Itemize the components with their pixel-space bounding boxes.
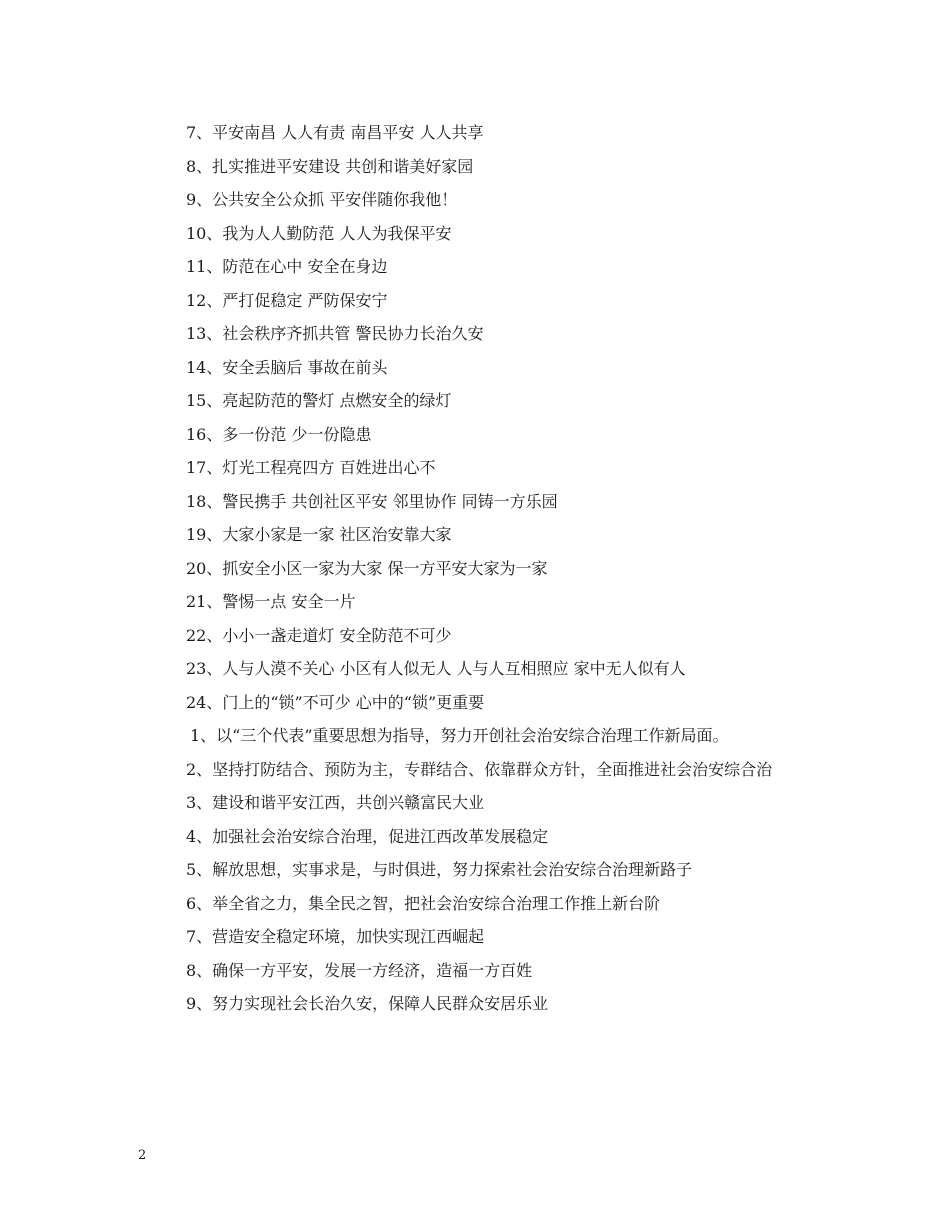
page-number: 2 xyxy=(138,1148,147,1163)
list-item: 12、严打促稳定 严防保安宁 xyxy=(186,290,388,310)
list-item: 7、平安南昌 人人有责 南昌平安 人人共享 xyxy=(186,123,484,142)
list-item: 9、努力实现社会长治久安，保障人民群众安居乐业 xyxy=(186,994,549,1013)
list-item: 10、我为人人勤防范 人人为我保平安 xyxy=(186,223,452,243)
slogan-list-a xyxy=(138,116,818,719)
list-item: 6、举全省之力，集全民之智，把社会治安综合治理工作推上新台阶 xyxy=(186,893,661,913)
list-item: 7、营造安全稳定环境，加快实现江西崛起 xyxy=(186,927,485,946)
list-item: 3、建设和谐平安江西，共创兴赣富民大业 xyxy=(186,793,485,812)
list-item: 4、加强社会治安综合治理，促进江西改革发展稳定 xyxy=(186,826,549,846)
list-item: 5、解放思想，实事求是，与时俱进，努力探索社会治安综合治理新路子 xyxy=(186,860,693,879)
list-item: 17、灯光工程亮四方 百姓进出心不 xyxy=(186,458,436,477)
list-item: 22、小小一盏走道灯 安全防范不可少 xyxy=(186,625,452,645)
document-body xyxy=(138,116,818,1021)
list-item: 13、社会秩序齐抓共管 警民协力长治久安 xyxy=(186,324,484,343)
list-item: 23、人与人漠不关心 小区有人似无人 人与人互相照应 家中无人似有人 xyxy=(186,659,686,678)
list-item: 19、大家小家是一家 社区治安靠大家 xyxy=(186,525,452,544)
list-item: 14、安全丢脑后 事故在前头 xyxy=(186,357,388,377)
list-item: 18、警民携手 共创社区平安 邻里协作 同铸一方乐园 xyxy=(186,491,558,511)
list-item: 21、警惕一点 安全一片 xyxy=(186,592,356,611)
paragraph-1: 1、以“三个代表”重要思想为指导，努力开创社会治安综合治理工作新局面。 xyxy=(190,726,729,745)
list-item: 8、确保一方平安，发展一方经济，造福一方百姓 xyxy=(186,960,533,980)
list-item: 20、抓安全小区一家为大家 保一方平安大家为一家 xyxy=(186,558,548,578)
list-item: 11、防范在心中 安全在身边 xyxy=(186,257,388,276)
list-item: 8、扎实推进平安建设 共创和谐美好家园 xyxy=(186,156,474,176)
list-item: 15、亮起防范的警灯 点燃安全的绿灯 xyxy=(186,391,452,410)
list-item: 16、多一份范 少一份隐患 xyxy=(186,424,372,444)
list-item: 24、门上的“锁”不可少 心中的“锁”更重要 xyxy=(186,692,485,712)
list-item: 9、公共安全公众抓 平安伴随你我他！ xyxy=(186,190,458,209)
paragraph-2: 2、坚持打防结合、预防为主，专群结合、依靠群众方针，全面推进社会治安综合治 xyxy=(186,759,773,779)
slogan-list-b xyxy=(138,786,818,1021)
